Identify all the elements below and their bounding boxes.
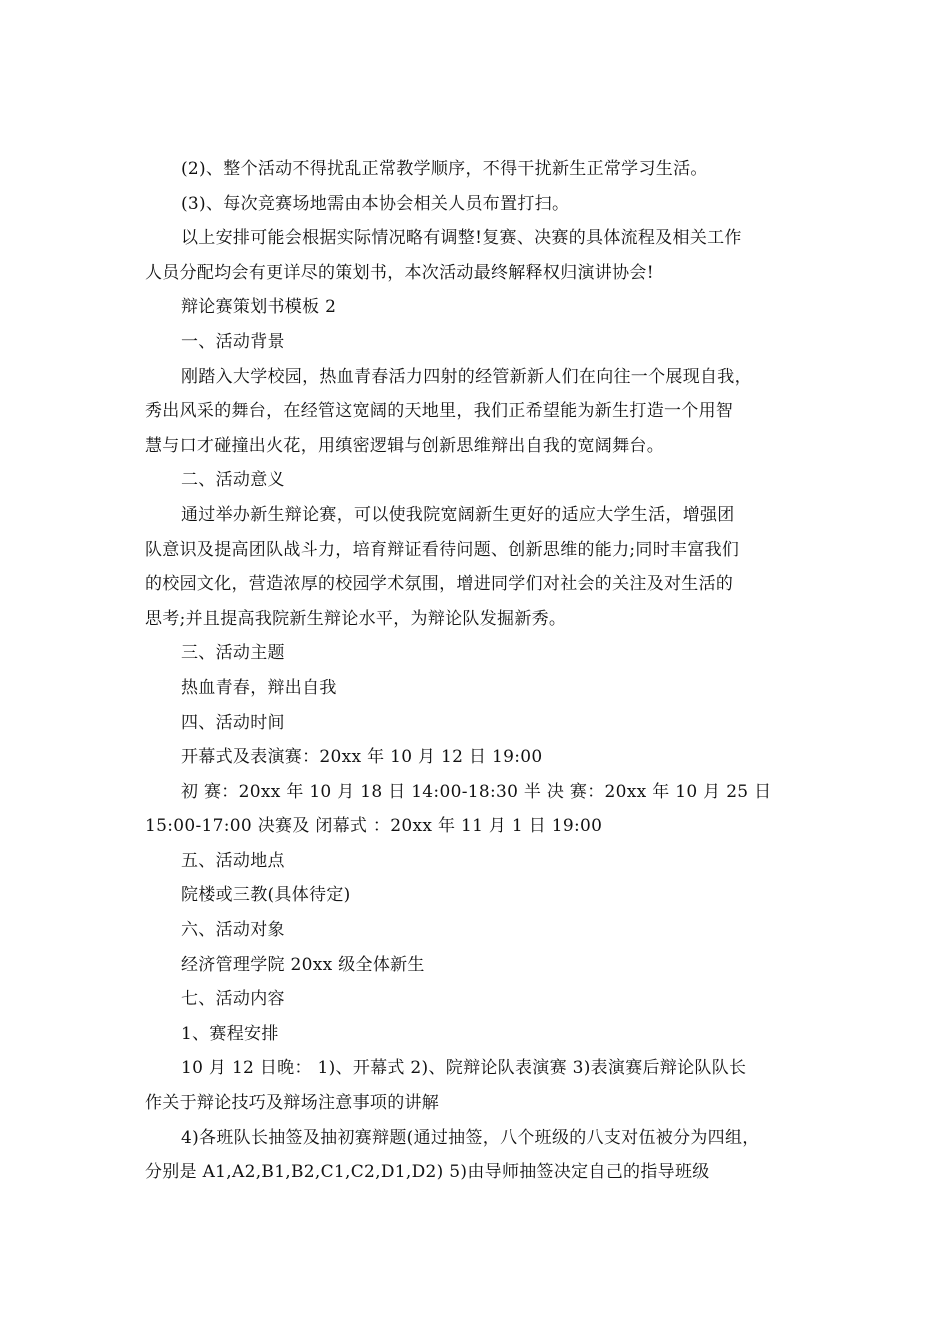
- section-title: 辩论赛策划书模板 2: [181, 297, 337, 318]
- theme-text: 热血青春，辩出自我: [181, 677, 337, 698]
- paragraph-line: 慧与口才碰撞出火花，用缜密逻辑与创新思维辩出自我的宽阔舞台。: [145, 435, 664, 456]
- audience-text: 经济管理学院 20xx 级全体新生: [181, 954, 425, 975]
- paragraph-line: 刚踏入大学校园，热血青春活力四射的经管新新人们在向往一个展现自我，: [181, 366, 752, 387]
- subheading-schedule: 1、赛程安排: [181, 1023, 279, 1044]
- paragraph-line: 10 月 12 日晚： 1)、开幕式 2)、院辩论队表演赛 3)表演赛后辩论队队长: [181, 1058, 747, 1079]
- heading-content: 七、活动内容: [181, 989, 285, 1010]
- paragraph-line: 通过举办新生辩论赛，可以使我院宽阔新生更好的适应大学生活，增强团: [181, 504, 735, 525]
- heading-audience: 六、活动对象: [181, 920, 285, 941]
- document-body: [145, 152, 810, 1190]
- paragraph-line: 队意识及提高团队战斗力，培育辩证看待问题、创新思维的能力;同时丰富我们: [145, 539, 740, 560]
- schedule-rounds: 初 赛：20xx 年 10 月 18 日 14:00-18:30 半 决 赛：20xx 年 10 月 25 日: [181, 781, 772, 802]
- venue-text: 院楼或三教(具体待定): [181, 885, 351, 906]
- heading-background: 一、活动背景: [181, 331, 285, 352]
- paragraph-line: 4)各班队长抽签及抽初赛辩题(通过抽签，八个班级的八支对伍被分为四组，: [181, 1127, 760, 1148]
- paragraph-line: 人员分配均会有更详尽的策划书，本次活动最终解释权归演讲协会!: [145, 262, 654, 283]
- paragraph-line: 思考;并且提高我院新生辩论水平，为辩论队发掘新秀。: [145, 608, 567, 629]
- paragraph-line: 分别是 A1,A2,B1,B2,C1,C2,D1,D2) 5)由导师抽签决定自己的指导班级: [145, 1162, 710, 1183]
- paragraph-line: 作关于辩论技巧及辩场注意事项的讲解: [145, 1093, 440, 1114]
- rule-item-3: (3)、每次竞赛场地需由本协会相关人员布置打扫。: [181, 193, 570, 214]
- schedule-final: 15:00-17:00 决赛及 闭幕式 ：20xx 年 11 月 1 日 19:00: [145, 816, 603, 837]
- heading-theme: 三、活动主题: [181, 643, 285, 664]
- paragraph-line: 的校园文化，营造浓厚的校园学术氛围，增进同学们对社会的关注及对生活的: [145, 574, 734, 595]
- paragraph-line: 以上安排可能会根据实际情况略有调整!复赛、决赛的具体流程及相关工作: [181, 228, 742, 249]
- paragraph-line: 秀出风采的舞台，在经管这宽阔的天地里，我们正希望能为新生打造一个用智: [145, 401, 734, 422]
- rule-item-2: (2)、整个活动不得扰乱正常教学顺序，不得干扰新生正常学习生活。: [181, 159, 708, 179]
- heading-time: 四、活动时间: [181, 712, 285, 733]
- heading-venue: 五、活动地点: [181, 850, 285, 871]
- heading-significance: 二、活动意义: [181, 470, 285, 491]
- schedule-opening: 开幕式及表演赛：20xx 年 10 月 12 日 19:00: [181, 747, 543, 768]
